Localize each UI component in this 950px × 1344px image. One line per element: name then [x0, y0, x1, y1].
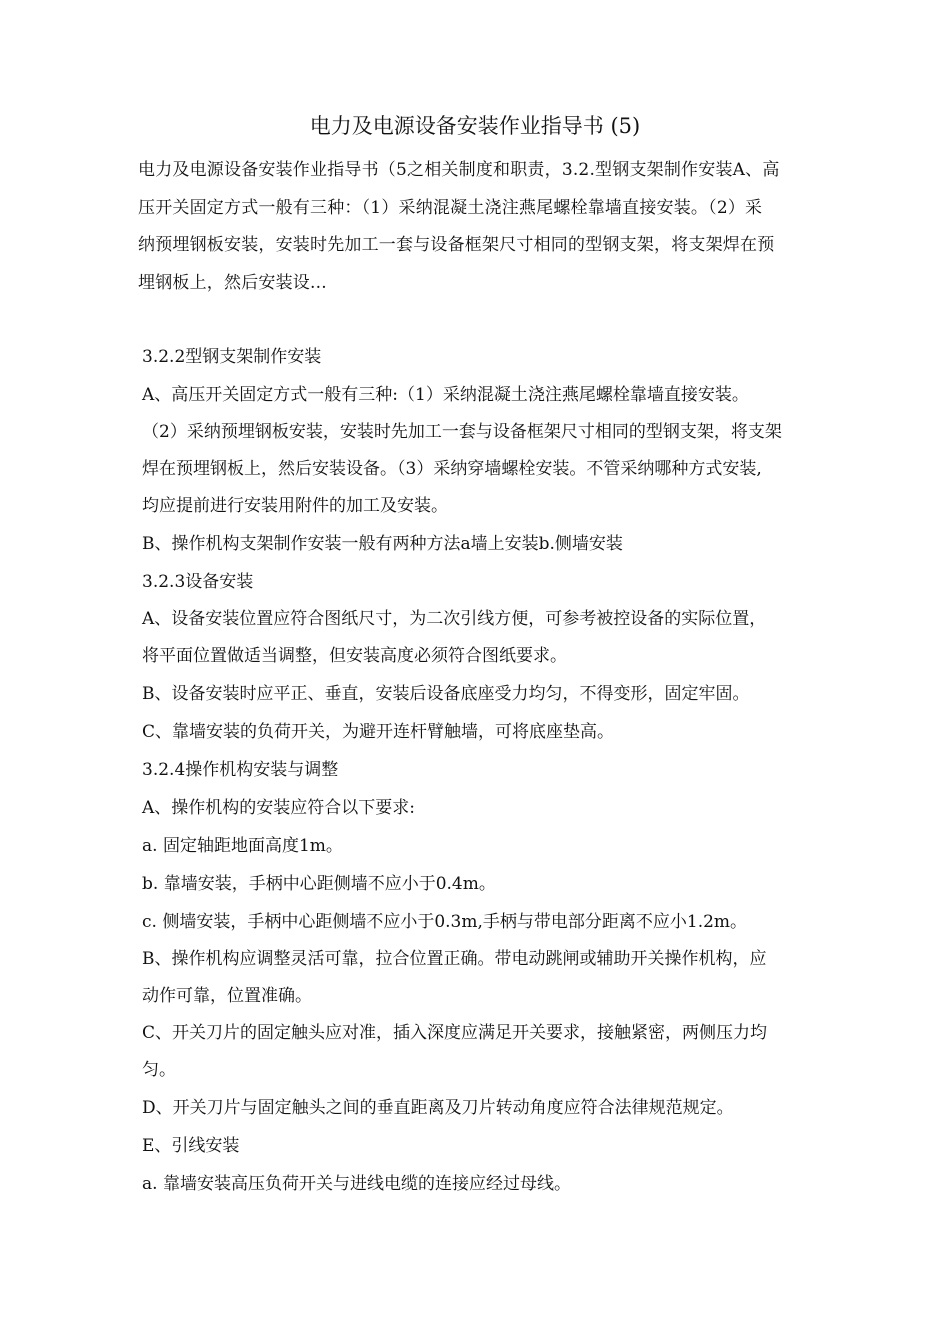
paragraph-3-2-3-c	[142, 713, 832, 751]
paragraph-3-2-4-b	[142, 941, 832, 1015]
paragraph-3-2-2-a	[142, 376, 832, 414]
paragraph-line: 匀。	[142, 1060, 176, 1080]
paragraph-line: B、设备安装时应平正、垂直，安装后设备底座受力均匀，不得变形，固定牢固。	[142, 684, 750, 704]
paragraph-3-2-3-b	[142, 675, 832, 713]
paragraph-3-2-2-a2	[142, 414, 832, 525]
section-heading-text: 3.2.4操作机构安装与调整	[142, 760, 339, 780]
intro-line: 电力及电源设备安装作业指导书（5之相关制度和职责，3.2.型钢支架制作安装A、高	[138, 160, 780, 180]
section-heading-text: 3.2.2型钢支架制作安装	[142, 347, 322, 367]
paragraph-line: C、开关刀片的固定触头应对准，插入深度应满足开关要求，接触紧密，两侧压力均	[142, 1023, 768, 1043]
paragraph-line: 均应提前进行安装用附件的加工及安装。	[142, 496, 448, 516]
paragraph-3-2-4-e	[142, 1127, 832, 1165]
section-heading-3-2-2	[142, 338, 832, 376]
paragraph-3-2-2-b	[142, 525, 832, 563]
paragraph-line: 将平面位置做适当调整，但安装高度必须符合图纸要求。	[142, 646, 567, 666]
section-heading-3-2-4	[142, 751, 832, 789]
paragraph-line: A、高压开关固定方式一般有三种:（1）采纳混凝土浇注燕尾螺栓靠墙直接安装。	[142, 385, 749, 405]
section-heading-3-2-3	[142, 563, 832, 601]
paragraph-3-2-4-d	[142, 1089, 832, 1127]
paragraph-line: C、靠墙安装的负荷开关，为避开连杆臂触墙，可将底座垫高。	[142, 722, 615, 742]
list-item-c	[142, 903, 832, 941]
intro-line: 纳预埋钢板安装，安装时先加工一套与设备框架尺寸相同的型钢支架，将支架焊在预	[138, 235, 775, 255]
paragraph-line: E、引线安装	[142, 1136, 240, 1156]
paragraph-line: A、操作机构的安装应符合以下要求:	[142, 798, 416, 818]
paragraph-line: B、操作机构应调整灵活可靠，拉合位置正确。带电动跳闸或辅助开关操作机构，应	[142, 949, 767, 969]
list-item-a	[142, 827, 832, 865]
paragraph-line: （2）采纳预埋钢板安装，安装时先加工一套与设备框架尺寸相同的型钢支架，将支架	[142, 422, 782, 442]
list-item-b	[142, 865, 832, 903]
paragraph-line: B、操作机构支架制作安装一般有两种方法a墙上安装b.侧墙安装	[142, 534, 623, 554]
paragraph-line: A、设备安装位置应符合图纸尺寸，为二次引线方便，可参考被控设备的实际位置，	[142, 609, 767, 629]
section-heading-text: 3.2.3设备安装	[142, 572, 254, 592]
paragraph-line: a. 固定轴距地面高度1m。	[142, 836, 343, 856]
intro-line: 埋钢板上，然后安装设...	[138, 272, 327, 293]
intro-line: 压开关固定方式一般有三种：（1）采纳混凝土浇注燕尾螺栓靠墙直接安装。（2）采	[138, 197, 763, 218]
intro-paragraph	[138, 152, 828, 302]
paragraph-line: D、开关刀片与固定触头之间的垂直距离及刀片转动角度应符合法律规范规定。	[142, 1098, 734, 1118]
paragraph-line: b. 靠墙安装，手柄中心距侧墙不应小于0.4m。	[142, 874, 496, 894]
document-body	[142, 338, 832, 1203]
paragraph-3-2-4-c	[142, 1015, 832, 1089]
document-title: 电力及电源设备安装作业指导书 (5)	[309, 114, 641, 138]
paragraph-line: c. 侧墙安装，手柄中心距侧墙不应小于0.3m,手柄与带电部分距离不应小1.2m。	[142, 912, 748, 932]
list-item-e-a	[142, 1165, 832, 1203]
paragraph-line: 动作可靠，位置准确。	[142, 986, 312, 1006]
paragraph-line: 焊在预埋钢板上，然后安装设备。（3）采纳穿墙螺栓安装。不管采纳哪种方式安装,	[142, 459, 762, 479]
paragraph-3-2-4-a	[142, 789, 832, 827]
paragraph-line: a. 靠墙安装高压负荷开关与进线电缆的连接应经过母线。	[142, 1174, 571, 1194]
paragraph-3-2-3-a	[142, 601, 832, 675]
